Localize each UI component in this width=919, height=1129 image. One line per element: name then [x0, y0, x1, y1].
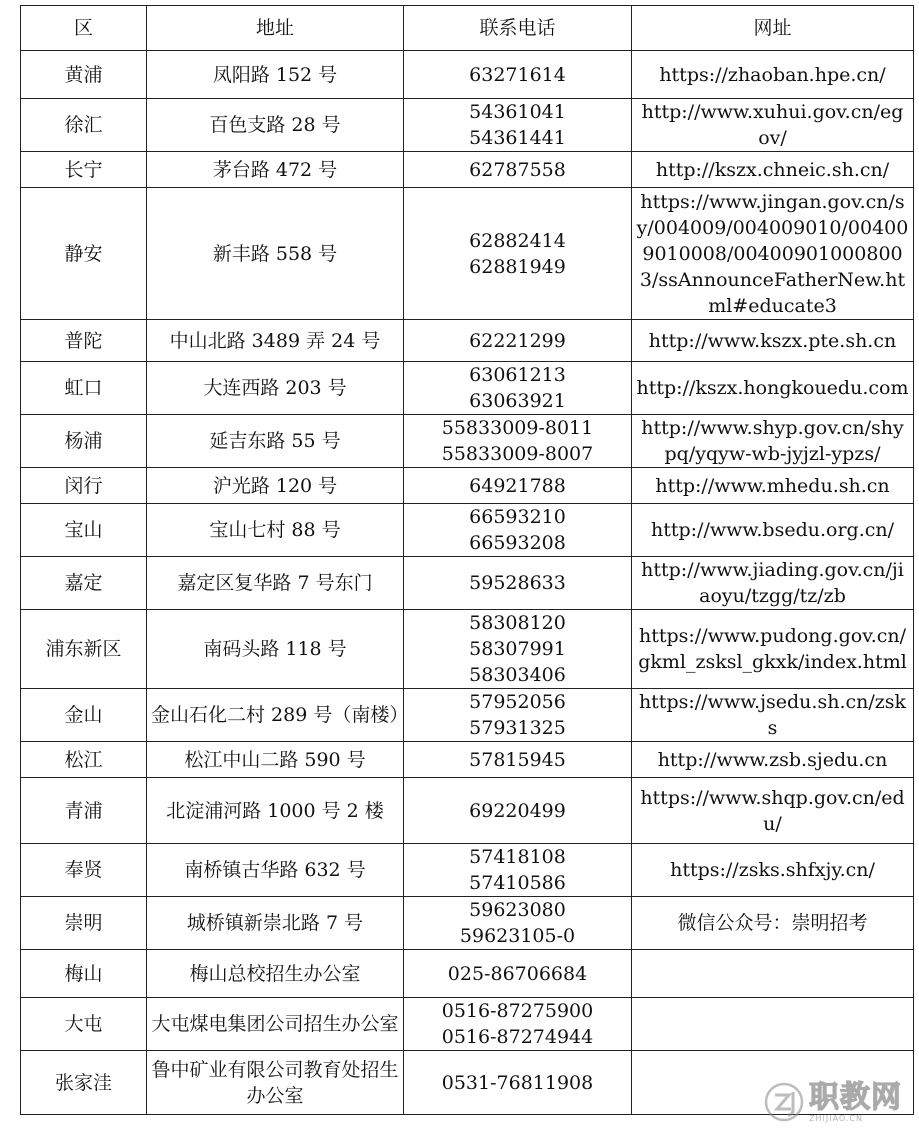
- phone-number: 025-86706684: [447, 962, 588, 985]
- website-cell: http://www.xuhui.gov.cn/egov/: [632, 99, 914, 152]
- district-cell: 青浦: [21, 778, 147, 844]
- phone-number: 55833009-8011: [441, 417, 594, 439]
- header-district: 区: [21, 6, 147, 51]
- address-cell: 松江中山二路 590 号: [147, 742, 404, 778]
- phone-cell: [404, 844, 632, 897]
- phone-cell: [404, 950, 632, 998]
- header-row: [21, 6, 914, 51]
- phone-cell: [404, 362, 632, 415]
- header-website: 网址: [632, 6, 914, 51]
- phone-cell: [404, 998, 632, 1051]
- website-cell: http://www.jiading.gov.cn/jiaoyu/tzgg/tz/zb: [632, 557, 914, 610]
- phone-number: 57931325: [469, 717, 566, 739]
- website-cell: https://www.pudong.gov.cn/gkml_zsksl_gkxk/index.html: [632, 610, 914, 689]
- phone-cell: [404, 320, 632, 362]
- table-row: [21, 468, 914, 504]
- table-row: [21, 557, 914, 610]
- address-cell: 沪光路 120 号: [147, 468, 404, 504]
- table-header: [21, 6, 914, 51]
- table-row: [21, 950, 914, 998]
- phone-cell: [404, 610, 632, 689]
- phone-number: 54361041: [469, 101, 566, 123]
- address-cell: 嘉定区复华路 7 号东门: [147, 557, 404, 610]
- website-cell: https://zhaoban.hpe.cn/: [632, 51, 914, 99]
- table-row: [21, 689, 914, 742]
- watermark-subtext: ZHIJIAO.CN: [809, 1113, 863, 1123]
- phone-number: 54361441: [469, 127, 566, 149]
- phone-number: 59623105-0: [459, 925, 576, 947]
- district-cell: 梅山: [21, 950, 147, 998]
- zj-logo-icon: [763, 1081, 805, 1123]
- address-cell: 百色支路 28 号: [147, 99, 404, 152]
- header-phone: 联系电话: [404, 6, 632, 51]
- phone-number: 0531-76811908: [441, 1071, 594, 1094]
- phone-number: 58308120: [469, 612, 566, 634]
- phone-cell: [404, 557, 632, 610]
- address-cell: 凤阳路 152 号: [147, 51, 404, 99]
- website-cell: https://www.jingan.gov.cn/sy/004009/004009010/004009010008/004009010008003/ssAnnounceFatherNew.html#educate3: [632, 188, 914, 320]
- phone-cell: [404, 188, 632, 320]
- phone-number: 58307991: [469, 638, 566, 660]
- website-cell: https://www.shqp.gov.cn/edu/: [632, 778, 914, 844]
- website-cell: [632, 998, 914, 1051]
- phone-number: 58303406: [469, 664, 566, 686]
- phone-number: 69220499: [469, 799, 566, 822]
- phone-cell: [404, 504, 632, 557]
- website-cell: http://www.bsedu.org.cn/: [632, 504, 914, 557]
- phone-cell: [404, 415, 632, 468]
- phone-number: 57410586: [469, 872, 566, 894]
- table-row: [21, 99, 914, 152]
- phone-cell: [404, 51, 632, 99]
- table-row: [21, 362, 914, 415]
- district-cell: 张家洼: [21, 1051, 147, 1115]
- address-cell: 茅台路 472 号: [147, 152, 404, 188]
- district-cell: 嘉定: [21, 557, 147, 610]
- table-row: [21, 320, 914, 362]
- website-cell: http://www.mhedu.sh.cn: [632, 468, 914, 504]
- phone-number: 63061213: [469, 364, 566, 386]
- address-cell: 北淀浦河路 1000 号 2 楼: [147, 778, 404, 844]
- phone-number: 59623080: [469, 899, 566, 921]
- website-cell: http://kszx.chneic.sh.cn/: [632, 152, 914, 188]
- website-cell: 微信公众号：崇明招考: [632, 897, 914, 950]
- table-row: [21, 504, 914, 557]
- address-cell: 宝山七村 88 号: [147, 504, 404, 557]
- phone-cell: [404, 897, 632, 950]
- phone-cell: [404, 152, 632, 188]
- header-address: 地址: [147, 6, 404, 51]
- district-cell: 长宁: [21, 152, 147, 188]
- table-row: [21, 897, 914, 950]
- phone-number: 57815945: [469, 748, 566, 771]
- table-body: [21, 51, 914, 1115]
- phone-number: 66593208: [469, 532, 566, 554]
- table-row: [21, 998, 914, 1051]
- watermark-text: 职教网: [809, 1079, 902, 1115]
- website-cell: http://kszx.hongkouedu.com: [632, 362, 914, 415]
- phone-cell: [404, 742, 632, 778]
- phone-cell: [404, 778, 632, 844]
- website-cell: http://www.kszx.pte.sh.cn: [632, 320, 914, 362]
- phone-number: 62221299: [469, 329, 566, 352]
- district-cell: 闵行: [21, 468, 147, 504]
- district-cell: 黄浦: [21, 51, 147, 99]
- address-cell: 鲁中矿业有限公司教育处招生办公室: [147, 1051, 404, 1115]
- phone-number: 62787558: [469, 158, 566, 181]
- table-row: [21, 844, 914, 897]
- website-cell: [632, 950, 914, 998]
- table-row: [21, 742, 914, 778]
- phone-number: 64921788: [469, 474, 566, 497]
- phone-number: 55833009-8007: [441, 443, 594, 465]
- address-cell: 大屯煤电集团公司招生办公室: [147, 998, 404, 1051]
- district-cell: 大屯: [21, 998, 147, 1051]
- district-cell: 奉贤: [21, 844, 147, 897]
- phone-number: 63063921: [469, 390, 566, 412]
- phone-number: 59528633: [469, 572, 566, 594]
- district-cell: 普陀: [21, 320, 147, 362]
- phone-number: 63271614: [469, 63, 566, 86]
- table-row: [21, 51, 914, 99]
- table-row: [21, 778, 914, 844]
- address-cell: 南桥镇古华路 632 号: [147, 844, 404, 897]
- district-cell: 崇明: [21, 897, 147, 950]
- phone-number: 62881949: [469, 255, 566, 278]
- phone-number: 0516-87275900: [441, 1000, 594, 1022]
- phone-number: 57952056: [469, 691, 566, 713]
- district-cell: 松江: [21, 742, 147, 778]
- contact-table: [20, 5, 914, 1115]
- phone-cell: [404, 1051, 632, 1115]
- district-cell: 浦东新区: [21, 610, 147, 689]
- address-cell: 南码头路 118 号: [147, 610, 404, 689]
- watermark-logo: [763, 1079, 913, 1125]
- phone-cell: [404, 99, 632, 152]
- district-cell: 虹口: [21, 362, 147, 415]
- district-cell: 徐汇: [21, 99, 147, 152]
- district-cell: 金山: [21, 689, 147, 742]
- phone-cell: [404, 468, 632, 504]
- phone-number: 66593210: [469, 506, 566, 528]
- address-cell: 城桥镇新崇北路 7 号: [147, 897, 404, 950]
- phone-number: 57418108: [469, 846, 566, 868]
- phone-number: 62882414: [469, 229, 566, 252]
- website-cell: http://www.shyp.gov.cn/shypq/yqyw-wb-jyjzl-ypzs/: [632, 415, 914, 468]
- address-cell: 大连西路 203 号: [147, 362, 404, 415]
- phone-cell: [404, 689, 632, 742]
- table-row: [21, 610, 914, 689]
- table-row: [21, 152, 914, 188]
- website-cell: http://www.zsb.sjedu.cn: [632, 742, 914, 778]
- website-cell: https://www.jsedu.sh.cn/zsks: [632, 689, 914, 742]
- address-cell: 延吉东路 55 号: [147, 415, 404, 468]
- district-cell: 杨浦: [21, 415, 147, 468]
- address-cell: 梅山总校招生办公室: [147, 950, 404, 998]
- address-cell: 中山北路 3489 弄 24 号: [147, 320, 404, 362]
- district-cell: 宝山: [21, 504, 147, 557]
- table-row: [21, 415, 914, 468]
- table-row: [21, 188, 914, 320]
- address-cell: 金山石化二村 289 号（南楼）: [147, 689, 404, 742]
- address-cell: 新丰路 558 号: [147, 188, 404, 320]
- website-cell: https://zsks.shfxjy.cn/: [632, 844, 914, 897]
- phone-number: 0516-87274944: [441, 1026, 594, 1048]
- district-cell: 静安: [21, 188, 147, 320]
